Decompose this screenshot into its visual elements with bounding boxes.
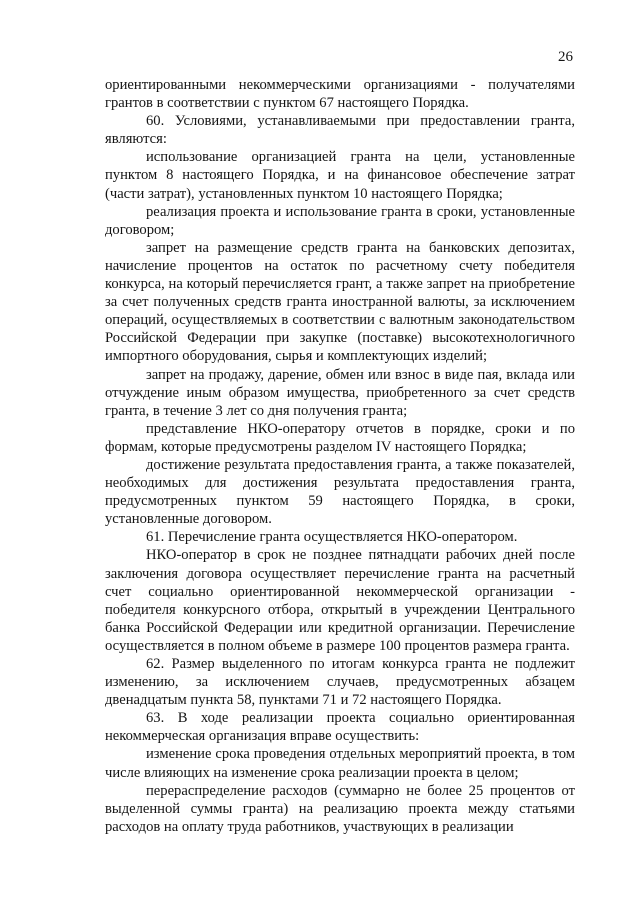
- paragraph: 61. Перечисление гранта осуществляется НКО-оператором.: [146, 529, 518, 546]
- paragraph: ориентированными некоммерческими организациями - получателями грантов в соответствии с пунктом 67 настоящего Порядка.: [105, 77, 575, 112]
- document-body: [105, 76, 575, 836]
- page-number: 26: [558, 49, 573, 65]
- paragraph: запрет на размещение средств гранта на банковских депозитах, начисление процентов на остаток по расчетному счету победителя конкурса, на который перечисляется грант, а также запрет на приобретение за счет полученных средств гранта иностранной валюты, за исключением операций, осуществляемых в соответствии с валютным законодательством Российской Федерации при закупке (поставке) высокотехнологичного импортного оборудования, сырья и комплектующих изделий;: [105, 239, 575, 365]
- paragraph: представление НКО-оператору отчетов в порядке, сроки и по формам, которые предусмотрены разделом IV настоящего Порядка;: [105, 420, 575, 455]
- paragraph: изменение срока проведения отдельных мероприятий проекта, в том числе влияющих на изменение срока реализации проекта в целом;: [105, 746, 575, 781]
- paragraph: 60. Условиями, устанавливаемыми при предоставлении гранта, являются:: [105, 113, 575, 148]
- paragraph: перераспределение расходов (суммарно не более 25 процентов от выделенной суммы гранта) на реализацию проекта между статьями расходов на оплату труда работников, участвующих в реализации: [105, 782, 575, 835]
- paragraph: НКО-оператор в срок не позднее пятнадцати рабочих дней после заключения договора осуществляет перечисление гранта на расчетный счет социально ориентированной некоммерческой организации - победителя конкурсного отбора, открытый в учреждении Центрального банка Российской Федерации или кредитной организации. Перечисление осуществляется в полном объеме в размере 100 процентов размера гранта.: [105, 547, 575, 654]
- paragraph: запрет на продажу, дарение, обмен или взнос в виде пая, вклада или отчуждение иным образом имущества, приобретенного за счет средств гранта, в течение 3 лет со дня получения гранта;: [105, 366, 575, 419]
- paragraph: достижение результата предоставления гранта, а также показателей, необходимых для достижения результата предоставления гранта, предусмотренных пунктом 59 настоящего Порядка, в сроки, установленные договором.: [105, 456, 575, 528]
- paragraph: 62. Размер выделенного по итогам конкурса гранта не подлежит изменению, за исключением случаев, предусмотренных абзацем двенадцатым пункта 58, пунктами 71 и 72 настоящего Порядка.: [105, 656, 575, 709]
- paragraph: реализация проекта и использование гранта в сроки, установленные договором;: [105, 203, 575, 238]
- paragraph: 63. В ходе реализации проекта социально ориентированная некоммерческая организация вправе осуществить:: [105, 710, 575, 745]
- paragraph: использование организацией гранта на цели, установленные пунктом 8 настоящего Порядка, и на финансовое обеспечение затрат (части затрат), установленных пунктом 10 настоящего Порядка;: [105, 149, 575, 202]
